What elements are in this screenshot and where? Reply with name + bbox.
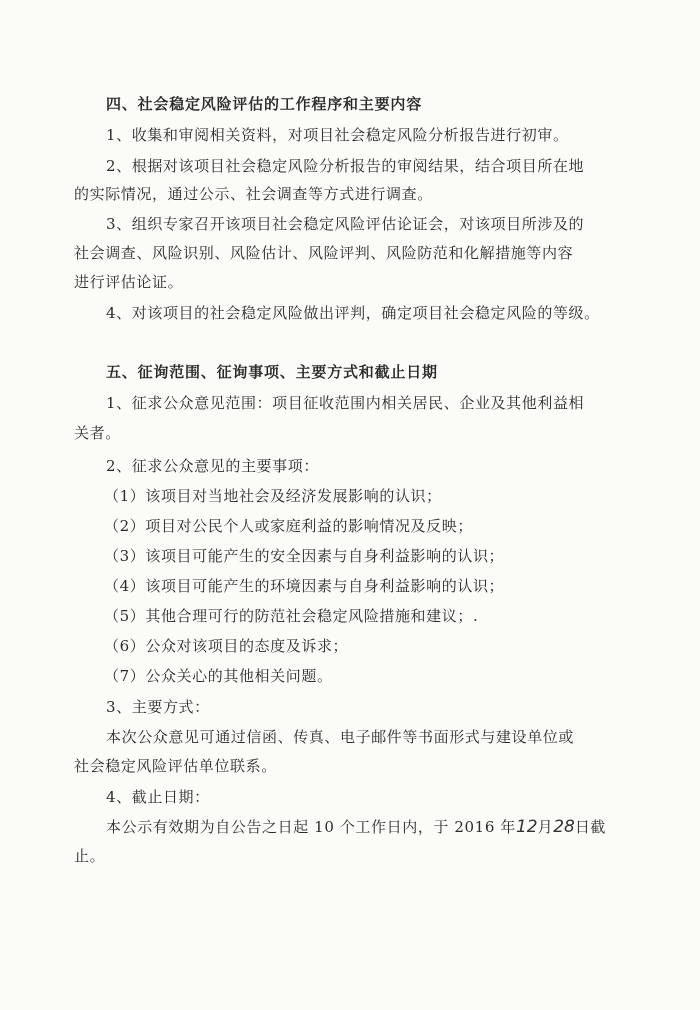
handwritten-month: 12 <box>515 817 538 837</box>
section5-scope-line2: 关者。 <box>74 424 121 442</box>
section5-methods-title: 3、主要方式： <box>106 698 210 716</box>
section4-item2-line1: 2、根据对该项目社会稳定风险分析报告的审阅结果，结合项目所在地 <box>106 157 585 175</box>
section5-matters-title: 2、征求公众意见的主要事项： <box>106 457 319 475</box>
matter-item: （5）其他合理可行的防范社会稳定风险措施和建议；. <box>104 607 479 625</box>
matter-item: （4）该项目可能产生的环境因素与自身利益影响的认识； <box>104 577 505 595</box>
handwritten-day: 28 <box>553 817 575 837</box>
section4-item1: 1、收集和审阅相关资料，对项目社会稳定风险分析报告进行初审。 <box>106 126 569 144</box>
matter-item: （1）该项目对当地社会及经济发展影响的认识； <box>104 487 442 505</box>
section5-methods-line1: 本次公众意见可通过信函、传真、电子邮件等书面形式与建设单位或 <box>106 728 575 746</box>
section4-item2-line2: 的实际情况，通过公示、社会调查等方式进行调查。 <box>74 185 433 203</box>
section4-item4: 4、对该项目的社会稳定风险做出评判，确定项目社会稳定风险的等级。 <box>106 304 600 322</box>
section5-methods-line2: 社会稳定风险评估单位联系。 <box>74 757 277 775</box>
deadline-line1 <box>106 817 606 837</box>
section4-item3-line2: 社会调查、风险识别、风险估计、风险评判、风险防范和化解措施等内容 <box>74 244 574 262</box>
section4-heading: 四、社会稳定风险评估的工作程序和主要内容 <box>106 95 423 113</box>
matter-item: （7）公众关心的其他相关问题。 <box>104 667 333 685</box>
section5-scope-line1: 1、征求公众意见范围：项目征收范围内相关居民、企业及其他利益相 <box>106 394 585 412</box>
deadline-month-unit: 月 <box>537 818 554 836</box>
section4-item3-line3: 进行评估论证。 <box>74 273 184 291</box>
matter-item: （2）项目对公民个人或家庭利益的影响情况及反映； <box>104 517 473 535</box>
deadline-line2: 止。 <box>74 847 106 865</box>
matter-item: （3）该项目可能产生的安全因素与自身利益影响的认识； <box>104 547 505 565</box>
matter-item: （6）公众对该项目的态度及诉求； <box>104 637 349 655</box>
section4-item3-line1: 3、组织专家召开该项目社会稳定风险评估论证会，对该项目所涉及的 <box>106 215 585 233</box>
deadline-prefix: 本公示有效期为自公告之日起 10 个工作日内，于 2016 年 <box>106 818 516 836</box>
section5-heading: 五、征询范围、征询事项、主要方式和截止日期 <box>106 363 438 381</box>
section5-deadline-title: 4、截止日期： <box>106 788 210 806</box>
deadline-suffix: 日截 <box>574 818 607 836</box>
